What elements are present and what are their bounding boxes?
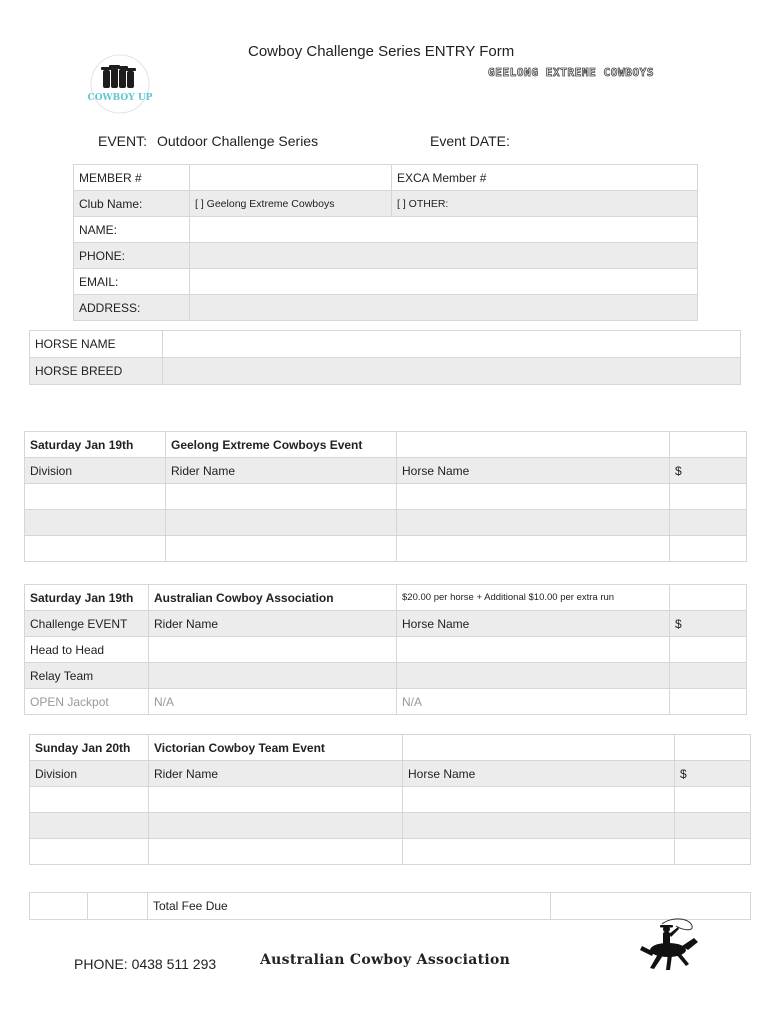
section-day: Sunday Jan 20th [30, 735, 149, 761]
name-row [74, 217, 698, 243]
challenge-event-header: Challenge EVENT [25, 611, 149, 637]
section-header-cell [397, 432, 670, 458]
brand-wordmark: GEELONG EXTREME COWBOYS [488, 66, 655, 79]
event-label: EVENT: [98, 133, 148, 149]
email-label: EMAIL: [74, 269, 190, 295]
horse-cell[interactable] [397, 510, 670, 536]
name-label: NAME: [74, 217, 190, 243]
entry-row [25, 510, 747, 536]
entry-row [30, 813, 751, 839]
member-details-table [73, 164, 698, 321]
horse-cell[interactable] [397, 637, 670, 663]
email-row [74, 269, 698, 295]
rider-cell[interactable] [149, 787, 403, 813]
fee-cell[interactable] [675, 787, 751, 813]
entry-row [30, 839, 751, 865]
section-header-row [25, 585, 747, 611]
rider-name-header: Rider Name [149, 611, 397, 637]
horse-name-field[interactable] [163, 331, 741, 358]
section-header-cell [670, 585, 747, 611]
logo-text: COWBOY UP [87, 93, 153, 103]
horse-cell[interactable] [397, 484, 670, 510]
total-fee-label: Total Fee Due [148, 893, 551, 920]
fee-header: $ [675, 761, 751, 787]
fee-header: $ [670, 611, 747, 637]
event-head-to-head: Head to Head [25, 637, 149, 663]
aca-event-table [24, 584, 747, 715]
event-value: Outdoor Challenge Series [157, 133, 319, 149]
total-blank-cell [30, 893, 88, 920]
section-event-name: Australian Cowboy Association [149, 585, 397, 611]
entry-row [25, 484, 747, 510]
section-header-cell [670, 432, 747, 458]
event-date-label: Event DATE: [430, 133, 510, 149]
rider-cell[interactable] [149, 663, 397, 689]
division-cell[interactable] [30, 839, 149, 865]
rider-cell[interactable] [149, 637, 397, 663]
division-header: Division [25, 458, 166, 484]
entry-row [25, 663, 747, 689]
horse-cell[interactable] [397, 536, 670, 562]
division-cell[interactable] [25, 484, 166, 510]
horse-breed-label: HORSE BREED [30, 358, 163, 385]
horse-name-header: Horse Name [397, 458, 670, 484]
address-label: ADDRESS: [74, 295, 190, 321]
column-header-row [30, 761, 751, 787]
section-header-row [30, 735, 751, 761]
contact-phone: PHONE: 0438 511 293 [74, 956, 217, 972]
horse-cell[interactable] [403, 787, 675, 813]
rider-cell[interactable] [149, 839, 403, 865]
rider-name-header: Rider Name [166, 458, 397, 484]
exca-member-label: EXCA Member # [392, 165, 698, 191]
fee-cell[interactable] [675, 839, 751, 865]
rider-cell[interactable] [166, 510, 397, 536]
division-header: Division [30, 761, 149, 787]
horse-name-label: HORSE NAME [30, 331, 163, 358]
member-number-label: MEMBER # [74, 165, 190, 191]
rider-cell-na: N/A [149, 689, 397, 715]
fee-cell[interactable] [670, 637, 747, 663]
entry-row [25, 637, 747, 663]
email-field[interactable] [190, 269, 698, 295]
form-title: Cowboy Challenge Series ENTRY Form [248, 43, 515, 60]
division-cell[interactable] [30, 787, 149, 813]
club-option-other[interactable]: [ ] OTHER: [392, 191, 698, 217]
column-header-row [25, 458, 747, 484]
horse-name-row [30, 331, 741, 358]
association-wordmark: Australian Cowboy Association [260, 952, 511, 968]
horse-cell[interactable] [397, 663, 670, 689]
division-cell[interactable] [30, 813, 149, 839]
phone-row [74, 243, 698, 269]
name-field[interactable] [190, 217, 698, 243]
entry-row [25, 689, 747, 715]
event-open-jackpot: OPEN Jackpot [25, 689, 149, 715]
horse-details-table [29, 330, 741, 385]
section-day: Saturday Jan 19th [25, 432, 166, 458]
division-cell[interactable] [25, 536, 166, 562]
horse-breed-row [30, 358, 741, 385]
fee-cell[interactable] [675, 813, 751, 839]
horse-breed-field[interactable] [163, 358, 741, 385]
logo-graphic [84, 54, 156, 114]
cowboy-rider-icon [632, 916, 702, 972]
horse-name-header: Horse Name [403, 761, 675, 787]
entry-row [25, 536, 747, 562]
horse-name-header: Horse Name [397, 611, 670, 637]
section-event-name: Geelong Extreme Cowboys Event [166, 432, 397, 458]
fee-cell[interactable] [670, 510, 747, 536]
horse-cell-na: N/A [397, 689, 670, 715]
total-blank-cell [88, 893, 148, 920]
club-option-geelong[interactable]: [ ] Geelong Extreme Cowboys [190, 191, 392, 217]
club-row [74, 191, 698, 217]
phone-field[interactable] [190, 243, 698, 269]
section-day: Saturday Jan 19th [25, 585, 149, 611]
division-cell[interactable] [25, 510, 166, 536]
rider-name-header: Rider Name [149, 761, 403, 787]
club-name-label: Club Name: [74, 191, 190, 217]
entry-row [30, 787, 751, 813]
section-header-row [25, 432, 747, 458]
geelong-event-table [24, 431, 747, 562]
member-row [74, 165, 698, 191]
fee-cell[interactable] [670, 689, 747, 715]
victorian-team-event-table [29, 734, 751, 865]
horse-cell[interactable] [403, 839, 675, 865]
fee-cell[interactable] [670, 663, 747, 689]
address-row [74, 295, 698, 321]
cowboy-up-logo [84, 54, 156, 114]
pricing-note: $20.00 per horse + Additional $10.00 per extra run [397, 585, 670, 611]
rider-cell[interactable] [166, 536, 397, 562]
fee-cell[interactable] [670, 484, 747, 510]
section-header-cell [403, 735, 675, 761]
rider-cell[interactable] [166, 484, 397, 510]
fee-header: $ [670, 458, 747, 484]
section-header-cell [675, 735, 751, 761]
section-event-name: Victorian Cowboy Team Event [149, 735, 403, 761]
event-relay-team: Relay Team [25, 663, 149, 689]
rider-cell[interactable] [149, 813, 403, 839]
member-number-field[interactable] [190, 165, 392, 191]
address-field[interactable] [190, 295, 698, 321]
fee-cell[interactable] [670, 536, 747, 562]
phone-label: PHONE: [74, 243, 190, 269]
column-header-row [25, 611, 747, 637]
horse-cell[interactable] [403, 813, 675, 839]
